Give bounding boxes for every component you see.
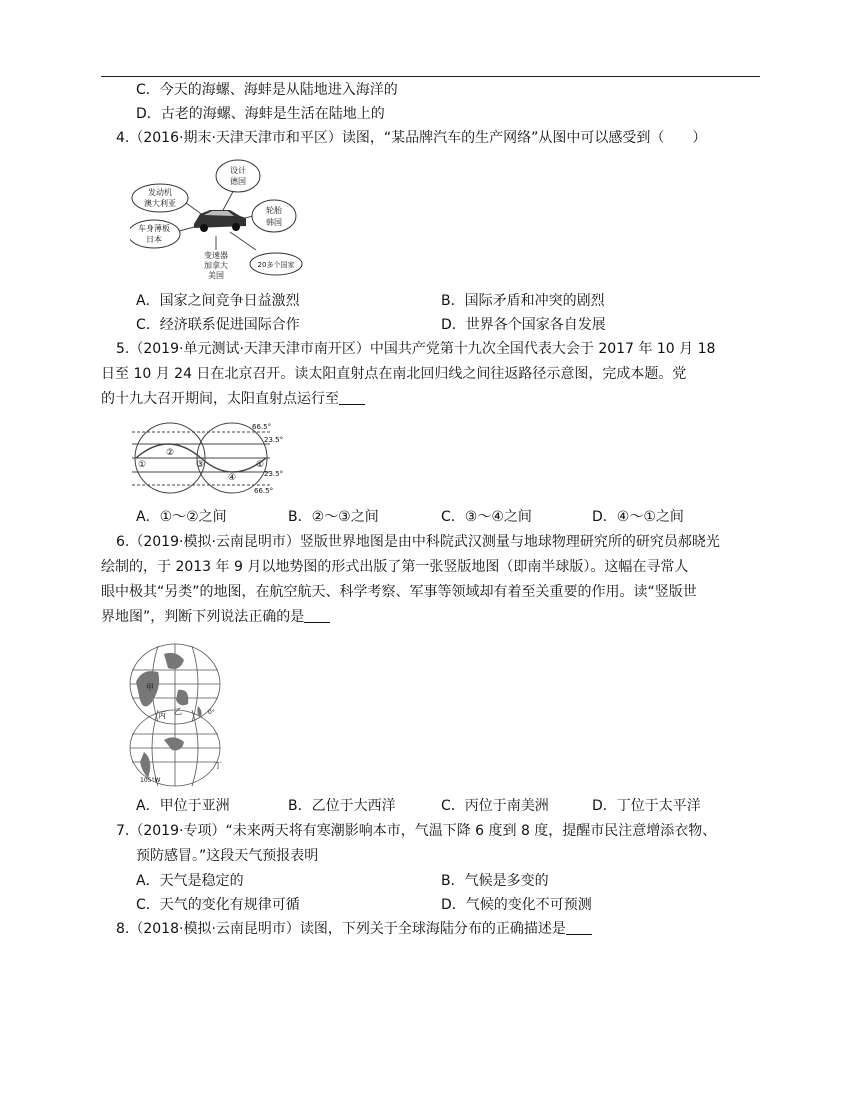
fig-mark-1b: ① [256,460,265,470]
q6-option-a[interactable]: A．甲位于亚洲 [136,798,230,814]
q5-option-b[interactable]: B．②～③之间 [288,509,379,525]
fig-engine-country: 澳大利亚 [144,199,176,208]
q4-option-c[interactable]: C．经济联系促进国际合作 [136,317,300,333]
question-6-line3: 眼中极其“另类”的地图，在航空航天、科学考察、军事等领域却有着至关重要的作用。读“竖版世 [101,584,697,600]
fig-lat-66s: 66.5° [254,487,274,495]
answer-blank[interactable] [304,608,330,623]
q6-option-b[interactable]: B．乙位于大西洋 [288,798,396,814]
fig-label-0deg: 0° [208,709,215,716]
fig-trans-country2: 美国 [208,271,224,280]
q6-option-d[interactable]: D．丁位于太平洋 [592,798,701,814]
fig-lat-23n: 23.5° [264,436,283,444]
question-6-line4: 界地图”，判断下列说法正确的是 [101,607,330,627]
question-7-line1: 7.（2019·专项）“未来两天将有寒潮影响本市，气温下降 6 度到 8 度，提醒市民注意增添衣物、 [116,823,717,839]
fig-lat-23s: 23.5° [264,470,283,478]
question-7-line2: 预防感冒。”这段天气预报表明 [136,848,319,864]
question-5-line2: 日至 10 月 24 日在北京召开。读太阳直射点在南北回归线之间往返路径示意图，完成本题。党 [101,366,687,382]
fig-tire-country: 韩国 [266,218,282,227]
question-5-line3: 的十九大召开期间，太阳直射点运行至 [101,389,365,409]
fig-body-country: 日本 [146,235,162,244]
q5-option-d[interactable]: D．④～①之间 [592,509,684,525]
fig-design-label: 设计 [230,166,246,175]
option-d[interactable]: D．古老的海螺、海蚌是生活在陆地上的 [136,106,385,122]
fig-label-bing: 丙 [158,711,166,720]
header-rule [101,76,760,77]
q6-option-c[interactable]: C．丙位于南美洲 [441,798,549,814]
fig-countries-label: 20多个国家 [257,261,295,269]
q4-option-d[interactable]: D．世界各个国家各自发展 [441,317,606,333]
q5-option-c[interactable]: C．③～④之间 [441,509,532,525]
question-8: 8.（2018·模拟·云南昆明市）读图，下列关于全球海陆分布的正确描述是 [116,919,592,939]
question-6-line1: 6.（2019·模拟·云南昆明市）竖版世界地图是由中科院武汉测量与地球物理研究所的研究员郝晓光 [116,534,720,550]
production-network-figure [130,158,310,283]
fig-tire-label: 轮胎 [266,206,282,215]
q7-option-b[interactable]: B．气候是多变的 [441,873,549,889]
vertical-world-map-figure [128,642,223,788]
fig-label-105w: 105°W [140,777,161,784]
answer-blank[interactable] [339,390,365,405]
fig-label-yi: 乙 [174,707,182,716]
fig-mark-3: ③ [196,460,205,470]
fig-label-jia: 甲 [146,683,154,692]
fig-trans-label: 变速器 [204,251,228,260]
fig-label-ding: 丁 [214,761,222,770]
q5-option-a[interactable]: A．①～②之间 [136,509,227,525]
question-4: 4.（2016·期末·天津天津市和平区）读图，“某品牌汽车的生产网络”从图中可以感受到（ ） [116,130,707,146]
q7-option-c[interactable]: C．天气的变化有规律可循 [136,897,300,913]
fig-trans-country1: 加拿大 [204,261,228,270]
answer-blank[interactable] [566,920,592,935]
q7-option-d[interactable]: D．气候的变化不可预测 [441,897,592,913]
sun-path-figure [128,420,283,498]
fig-mark-2: ② [166,448,175,458]
question-6-line2: 绘制的，于 2013 年 9 月以地势图的形式出版了第一张竖版地图（即南半球版）。这幅在寻常人 [101,559,689,575]
q7-option-a[interactable]: A．天气是稳定的 [136,873,244,889]
q4-option-b[interactable]: B．国际矛盾和冲突的剧烈 [441,293,605,309]
fig-mark-4: ④ [228,473,237,483]
fig-mark-1a: ① [138,460,147,470]
question-5-line1: 5.（2019·单元测试·天津天津市南开区）中国共产党第十九次全国代表大会于 2017 年 10 月 18 [116,341,716,357]
option-c[interactable]: C．今天的海螺、海蚌是从陆地进入海洋的 [136,82,398,98]
q4-option-a[interactable]: A．国家之间竞争日益激烈 [136,293,300,309]
fig-engine-label: 发动机 [148,188,172,197]
fig-design-country: 德国 [230,177,246,186]
fig-lat-66n: 66.5° [252,423,272,431]
fig-body-label: 车身薄板 [138,224,170,233]
